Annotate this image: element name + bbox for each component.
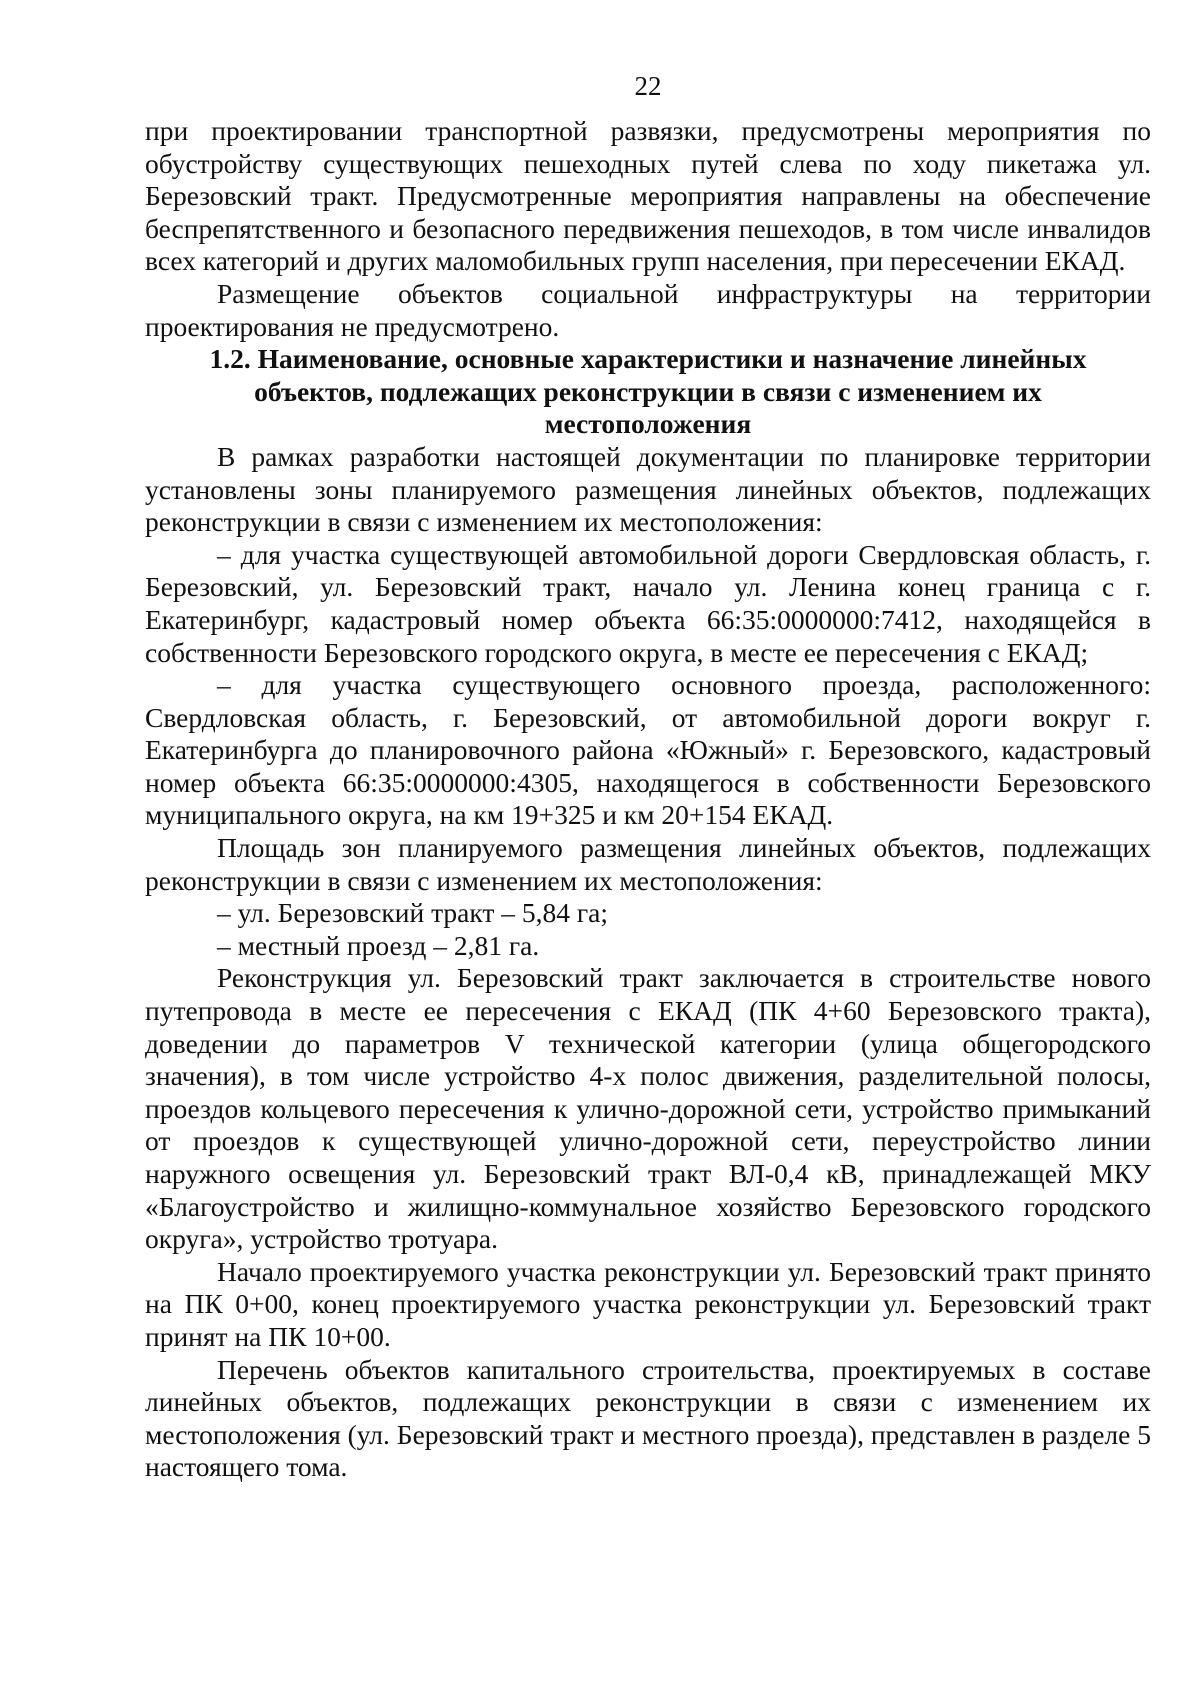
intro-paragraph-2: Размещение объектов социальной инфраструктуры на территории проектирования не предусмотрено. bbox=[145, 277, 1151, 342]
area-list-item-2: – местный проезд – 2,81 га. bbox=[217, 929, 540, 961]
area-list-item-1: – ул. Березовский тракт – 5,84 га; bbox=[217, 897, 609, 929]
section-heading: 1.2. Наименование, основные характеристики и назначение линейных объектов, подлежащих реконструкции в связи с изменением их местоположения bbox=[209, 343, 1087, 440]
section-paragraph-1: В рамках разработки настоящей документации по планировке территории установлены зоны планируемого размещения линейных объектов, подлежащих реконструкции в связи с изменением их местоположения: bbox=[145, 440, 1151, 538]
document-body bbox=[145, 115, 1151, 1484]
page-number: 22 bbox=[634, 71, 662, 101]
zone-list-item-2: – для участка существующего основного проезда, расположенного: Свердловская область, г. Березовский, от автомобильной дороги вокруг г. Екатеринбурга до планировочного района «Южный» г. Березовского, кадастровый номер объекта 66:35:0000000:4305, находящегося в собственности Березовского муниципального округа, на км 19+325 и км 20+154 ЕКАД. bbox=[145, 669, 1151, 831]
section-paragraph-2: Площадь зон планируемого размещения линейных объектов, подлежащих реконструкции в связи с изменением их местоположения: bbox=[145, 832, 1151, 896]
section-paragraph-4: Начало проектируемого участка реконструкции ул. Березовский тракт принято на ПК 0+00, конец проектируемого участка реконструкции ул. Березовский тракт принят на ПК 10+00. bbox=[145, 1255, 1151, 1352]
intro-paragraph-1: при проектировании транспортной развязки, предусмотрены мероприятия по обустройству существующих пешеходных путей слева по ходу пикетажа ул. Березовский тракт. Предусмотренные мероприятия направлены на обеспечение беспрепятственного и безопасного передвижения пешеходов, в том числе инвалидов всех категорий и других маломобильных групп населения, при пересечении ЕКАД. bbox=[145, 115, 1151, 277]
section-paragraph-3: Реконструкция ул. Березовский тракт заключается в строительстве нового путепровода в месте ее пересечения с ЕКАД (ПК 4+60 Березовского тракта), доведении до параметров V технической категории (улица общегородского значения), в том числе устройство 4-х полос движения, разделительной полосы, проездов кольцевого пересечения к улично-дорожной сети, устройство примыканий от проездов к существующей улично-дорожной сети, переустройство линии наружного освещения ул. Березовский тракт ВЛ-0,4 кВ, принадлежащей МКУ «Благоустройство и жилищно-коммунальное хозяйство Березовского городского округа», устройство тротуара. bbox=[145, 962, 1151, 1255]
section-paragraph-5: Перечень объектов капитального строительства, проектируемых в составе линейных объектов, подлежащих реконструкции в связи с изменением их местоположения (ул. Березовский тракт и местного проезда), представлен в разделе 5 настоящего тома. bbox=[145, 1353, 1151, 1483]
zone-list-item-1: – для участка существующей автомобильной дороги Свердловская область, г. Березовский, ул. Березовский тракт, начало ул. Ленина конец граница с г. Екатеринбург, кадастровый номер объекта 66:35:0000000:7412, находящейся в собственности Березовского городского округа, в месте ее пересечения с ЕКАД; bbox=[145, 538, 1151, 668]
